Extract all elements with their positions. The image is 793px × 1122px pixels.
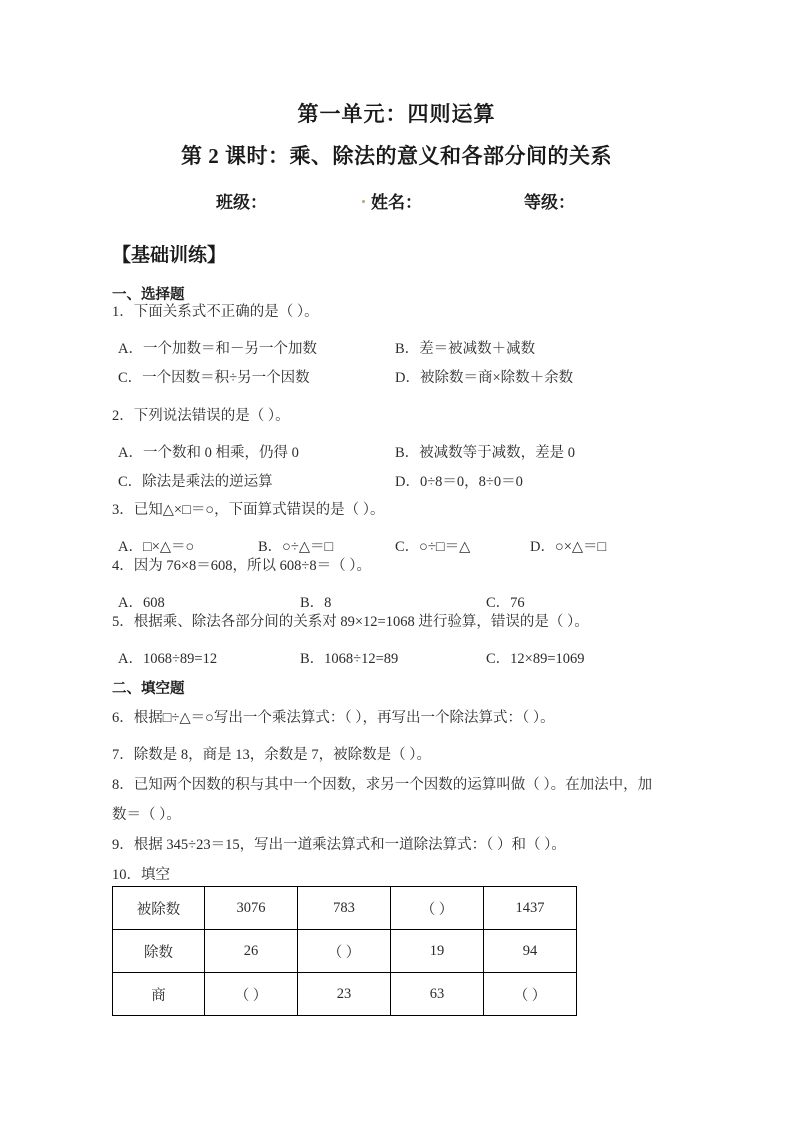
table-row-header-quotient: 商 [113, 973, 205, 1016]
question-9-stem: 9．根据 345÷23＝15，写出一道乘法算式和一道除法算式：（ ）和（ ）。 [112, 837, 566, 853]
table-row-header-divisor: 除数 [113, 930, 205, 973]
table-cell-divisor-3[interactable]: 19 [391, 930, 484, 973]
unit-title: 第一单元：四则运算 [297, 102, 496, 126]
question-5-option-a[interactable]: A．1068÷89=12 [118, 651, 218, 667]
question-4-option-b[interactable]: B．8 [300, 595, 332, 611]
table-cell-divisor-4[interactable]: 94 [484, 930, 577, 973]
question-2-option-c[interactable]: C．除法是乘法的逆运算 [118, 474, 273, 490]
subsection-multiple-choice: 一、选择题 [112, 287, 185, 303]
question-3-option-a[interactable]: A．□×△＝○ [118, 539, 195, 555]
table-cell-dividend-2[interactable]: 783 [298, 887, 391, 930]
table-cell-dividend-1[interactable]: 3076 [205, 887, 298, 930]
question-3-option-c[interactable]: C．○÷□＝△ [395, 539, 471, 555]
table-cell-quotient-3[interactable]: 63 [391, 973, 484, 1016]
table-row-header-dividend: 被除数 [113, 887, 205, 930]
question-7-stem: 7．除数是 8，商是 13，余数是 7，被除数是（ ）。 [112, 747, 431, 763]
table-row [113, 973, 577, 1016]
stray-dot-mark [362, 200, 365, 203]
name-label: 姓名： [371, 193, 422, 212]
subsection-fill-in-blank: 二、填空题 [112, 681, 185, 697]
question-6-stem: 6．根据□÷△＝○写出一个乘法算式：（ ），再写出一个除法算式：（ ）。 [112, 710, 555, 726]
question-1-stem: 1．下面关系式不正确的是（ ）。 [112, 304, 319, 320]
table-cell-divisor-1[interactable]: 26 [205, 930, 298, 973]
question-3-stem: 3．已知△×□＝○，下面算式错误的是（ ）。 [112, 502, 385, 518]
question-8-stem-line2: 数＝（ ）。 [112, 807, 181, 823]
question-3-option-b[interactable]: B．○÷△＝□ [258, 539, 334, 555]
table-cell-divisor-2[interactable]: （ ） [298, 930, 391, 973]
question-1-option-d[interactable]: D．被除数＝商×除数＋余数 [395, 370, 574, 386]
table-cell-dividend-4[interactable]: 1437 [484, 887, 577, 930]
question-5-stem: 5．根据乘、除法各部分间的关系对 89×12=1068 进行验算，错误的是（ ）。 [112, 614, 589, 630]
table-row [113, 887, 577, 930]
table-cell-dividend-3[interactable]: （ ） [391, 887, 484, 930]
question-1-option-c[interactable]: C．一个因数＝积÷另一个因数 [118, 370, 310, 386]
table-row [113, 930, 577, 973]
section-basic-training: 【基础训练】 [112, 245, 227, 266]
question-3-option-d[interactable]: D．○×△＝□ [530, 539, 607, 555]
question-1-option-a[interactable]: A．一个加数＝和－另一个加数 [118, 341, 317, 357]
question-2-option-d[interactable]: D．0÷8＝0，8÷0＝0 [395, 474, 523, 490]
grade-label: 等级： [524, 193, 575, 212]
division-fill-table [112, 886, 577, 1016]
question-2-option-a[interactable]: A．一个数和 0 相乘，仍得 0 [118, 445, 299, 461]
question-5-option-c[interactable]: C．12×89=1069 [486, 651, 585, 667]
question-2-stem: 2．下列说法错误的是（ ）。 [112, 408, 290, 424]
question-5-option-b[interactable]: B．1068÷12=89 [300, 651, 399, 667]
class-label: 班级： [216, 193, 267, 212]
table-cell-quotient-4[interactable]: （ ） [484, 973, 577, 1016]
question-8-stem-line1: 8．已知两个因数的积与其中一个因数，求另一个因数的运算叫做（ ）。在加法中，加 [112, 777, 653, 793]
division-table-wrapper [112, 886, 577, 1016]
question-1-option-b[interactable]: B．差＝被减数＋减数 [395, 341, 536, 357]
lesson-title: 第 2 课时：乘、除法的意义和各部分间的关系 [181, 144, 612, 168]
table-cell-quotient-1[interactable]: （ ） [205, 973, 298, 1016]
question-4-option-a[interactable]: A．608 [118, 595, 165, 611]
question-10-stem: 10．填空 [112, 867, 170, 883]
question-4-stem: 4．因为 76×8＝608，所以 608÷8＝（ ）。 [112, 558, 372, 574]
question-4-option-c[interactable]: C．76 [486, 595, 525, 611]
table-cell-quotient-2[interactable]: 23 [298, 973, 391, 1016]
question-2-option-b[interactable]: B．被减数等于减数，差是 0 [395, 445, 576, 461]
